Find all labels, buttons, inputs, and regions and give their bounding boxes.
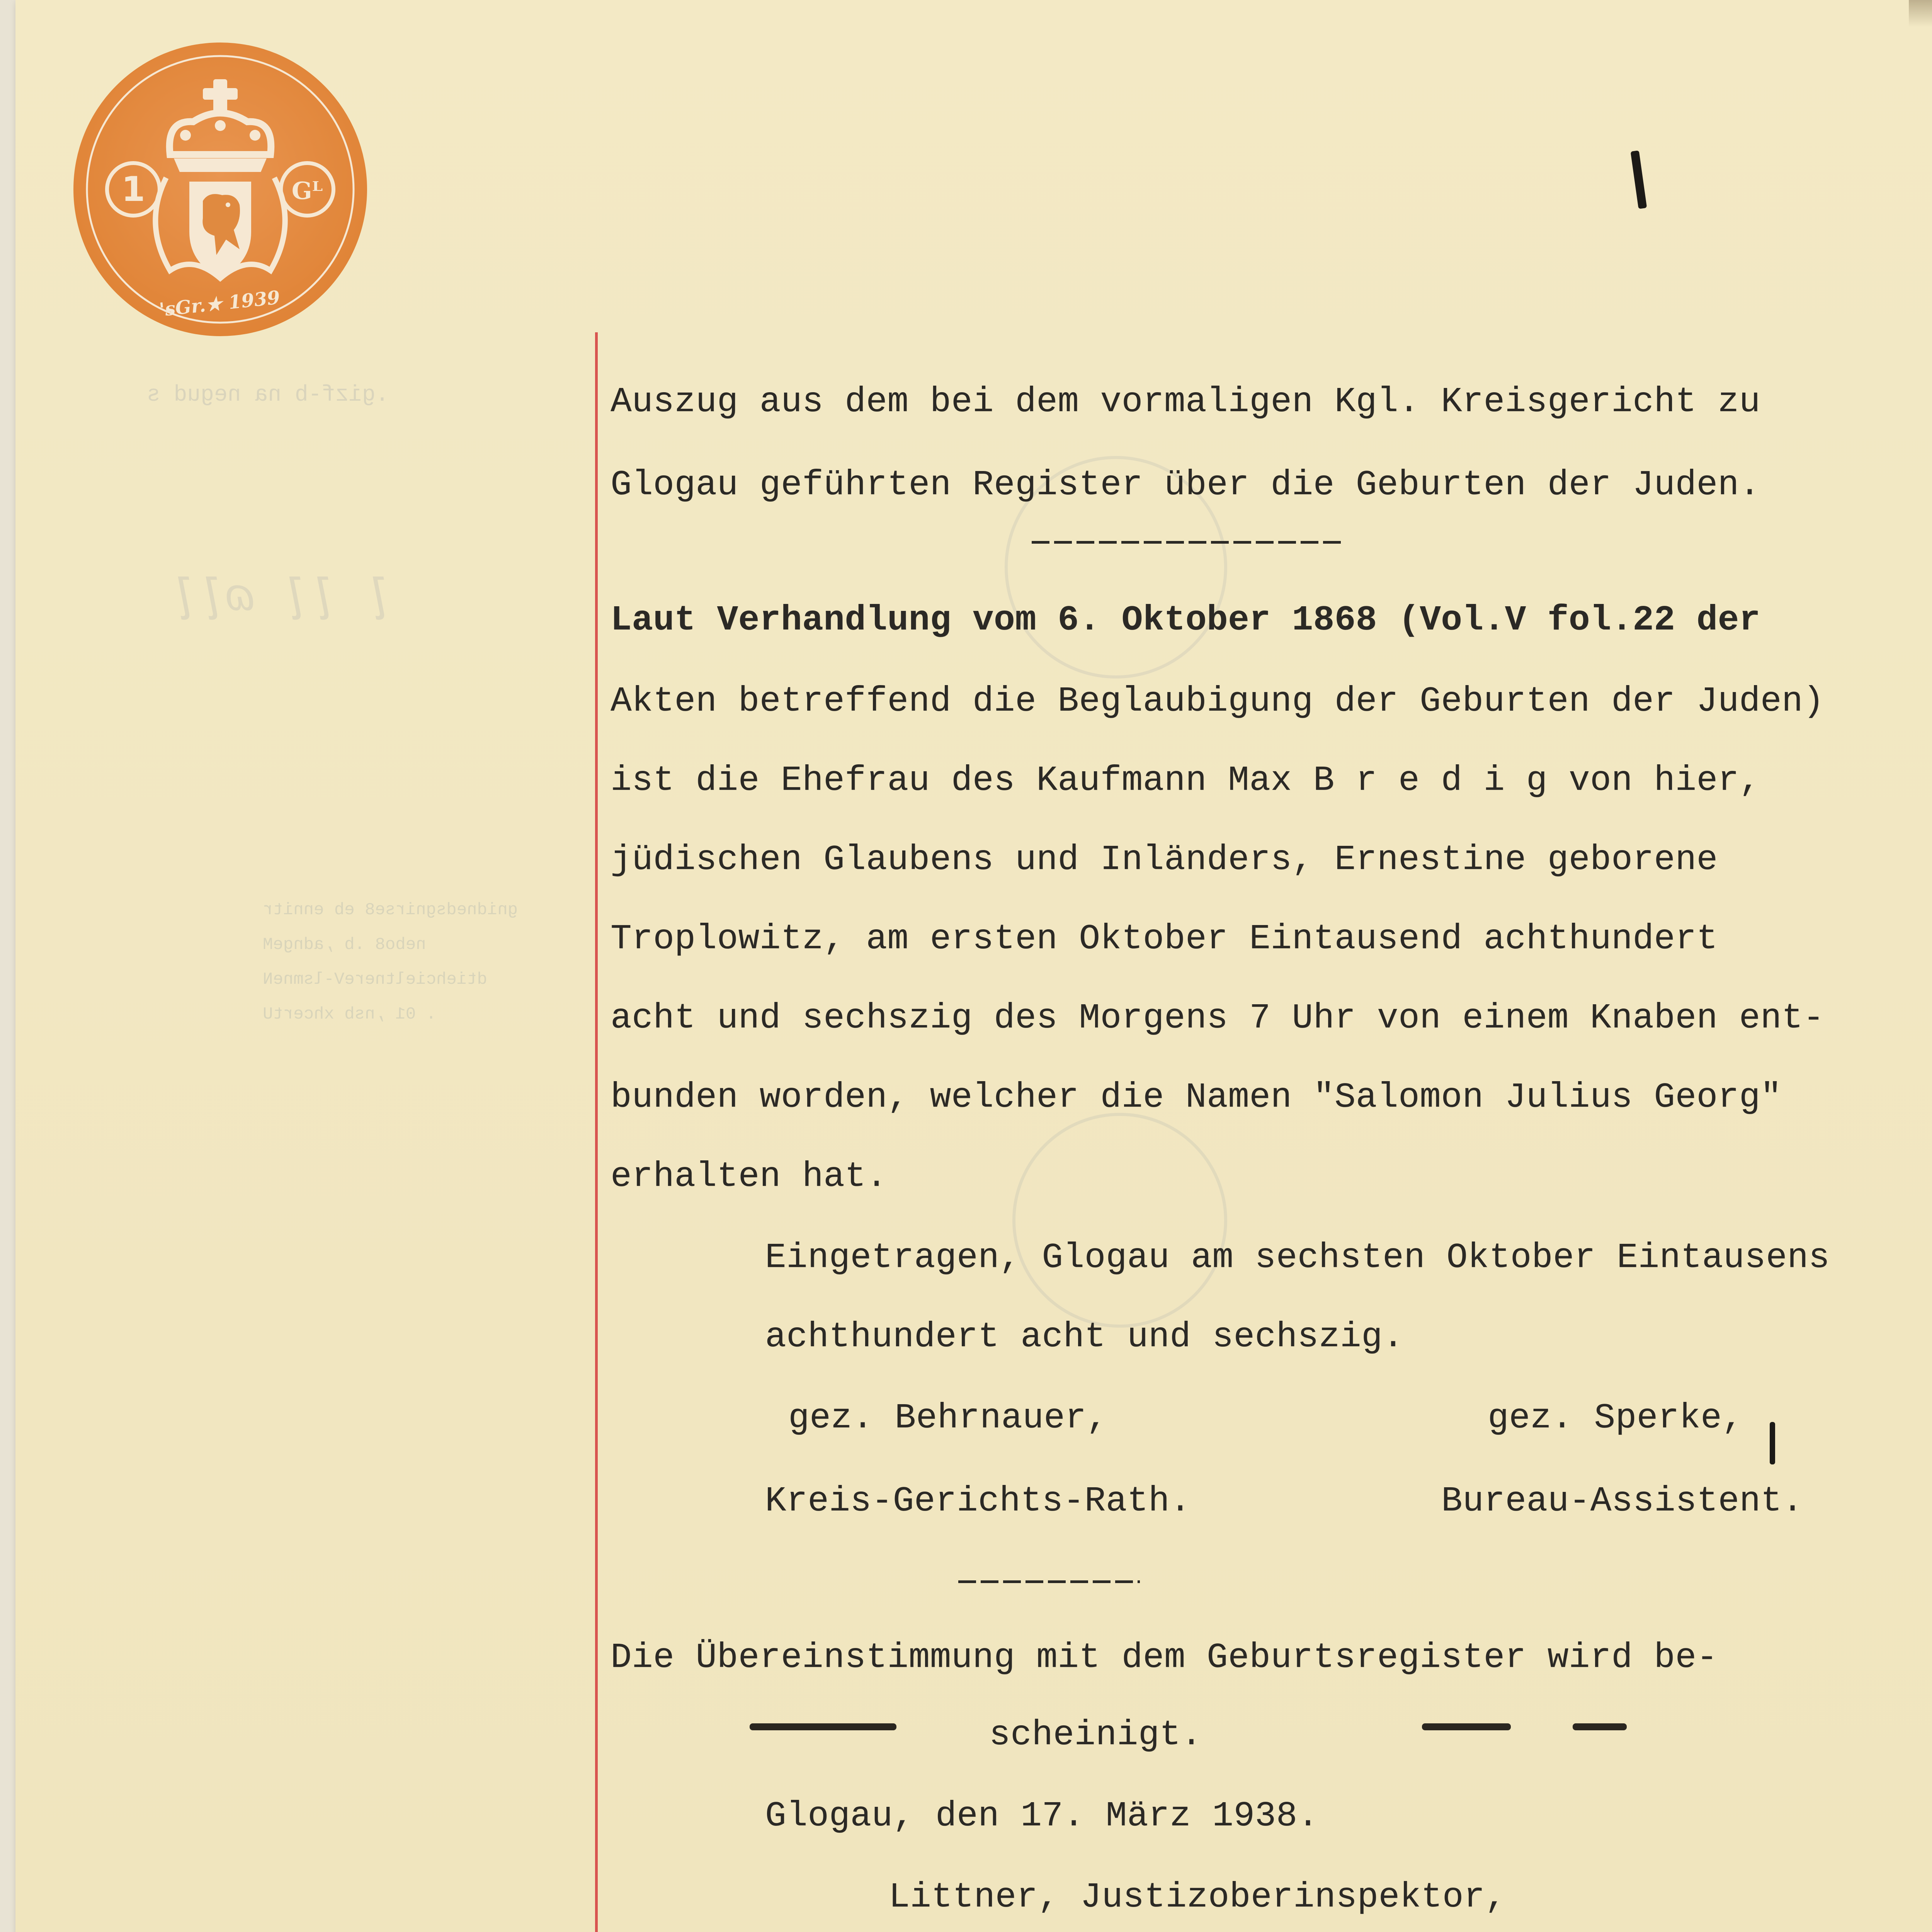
body-line: Akten betreffend die Beglaubigung der Geburten der Juden) [611,682,1825,721]
extract-heading-line1: Auszug aus dem bei dem vormaligen Kgl. Kreisgericht zu [611,382,1760,422]
document-page [15,0,1932,1932]
extract-heading-line2: Glogau geführten Register über die Geburten der Juden. [611,465,1760,505]
revenue-stamp [70,39,371,340]
signer1-title: Kreis-Gerichts-Rath. [765,1481,1191,1521]
registered-line1: Eingetragen, Glogau am sechsten Oktober Eintausens [765,1238,1830,1278]
bleed-through-signature: ɭ ɭɭ ɷɭɭ [170,572,393,624]
body-line: bunden worden, welcher die Namen "Salomon Julius Georg" [611,1078,1782,1117]
body-line: ist die Ehefrau des Kaufmann Max B r e d i g von hier, [611,761,1760,801]
body-line: jüdischen Glaubens und Inländers, Ernestine geborene [611,840,1718,880]
body-line: acht und sechszig des Morgens 7 Uhr von einem Knaben ent- [611,998,1825,1038]
ink-stroke-mark [1631,150,1647,209]
stamp-value: 1 [121,169,145,209]
paper-corner-shadow [1909,0,1932,27]
certification-line2: scheinigt. [989,1715,1202,1755]
strikethrough-mark [1422,1723,1511,1730]
body-line: Troplowitz, am ersten Oktober Eintausend achthundert [611,919,1718,959]
signer1-name: gez. Behrnauer, [788,1398,1108,1438]
strikethrough-mark [1573,1723,1627,1730]
bleed-through-text: nebo8 .b ,adngeM [263,935,426,954]
red-margin-line-left [595,332,598,1932]
certifying-official: Littner, Justizoberinspektor, [889,1878,1507,1917]
ink-tick-mark [1770,1422,1775,1464]
certification-line1: Die Übereinstimmung mit dem Geburtsregister wird be- [611,1638,1718,1678]
body-line: Laut Verhandlung vom 6. Oktober 1868 (Vol.V fol.22 der [611,600,1760,640]
stamp-currency: Gᴸ [291,177,323,205]
signer2-name: gez. Sperke, [1488,1398,1743,1438]
strikethrough-mark [750,1723,896,1730]
heading-underline [1032,541,1345,544]
certification-date: Glogau, den 17. März 1938. [765,1796,1319,1836]
stamp-place-year: 'sGr.★ 1939 [158,286,281,321]
bleed-through-text: gnidnedsgnirse8 eb ennitr [263,900,518,920]
section-divider [958,1580,1140,1583]
bleed-through-text: . 01 ,nsb xhcertU [263,1005,436,1024]
bleed-through-text: .gizf-b na negud s [147,383,389,408]
bleed-through-seal [1012,1113,1227,1328]
signer2-title: Bureau-Assistent. [1441,1481,1803,1521]
body-line: erhalten hat. [611,1157,888,1197]
registered-line2: achthundert acht und sechszig. [765,1317,1404,1357]
bleed-through-text: dtiehcieltnereV-lsmneN [263,970,487,989]
